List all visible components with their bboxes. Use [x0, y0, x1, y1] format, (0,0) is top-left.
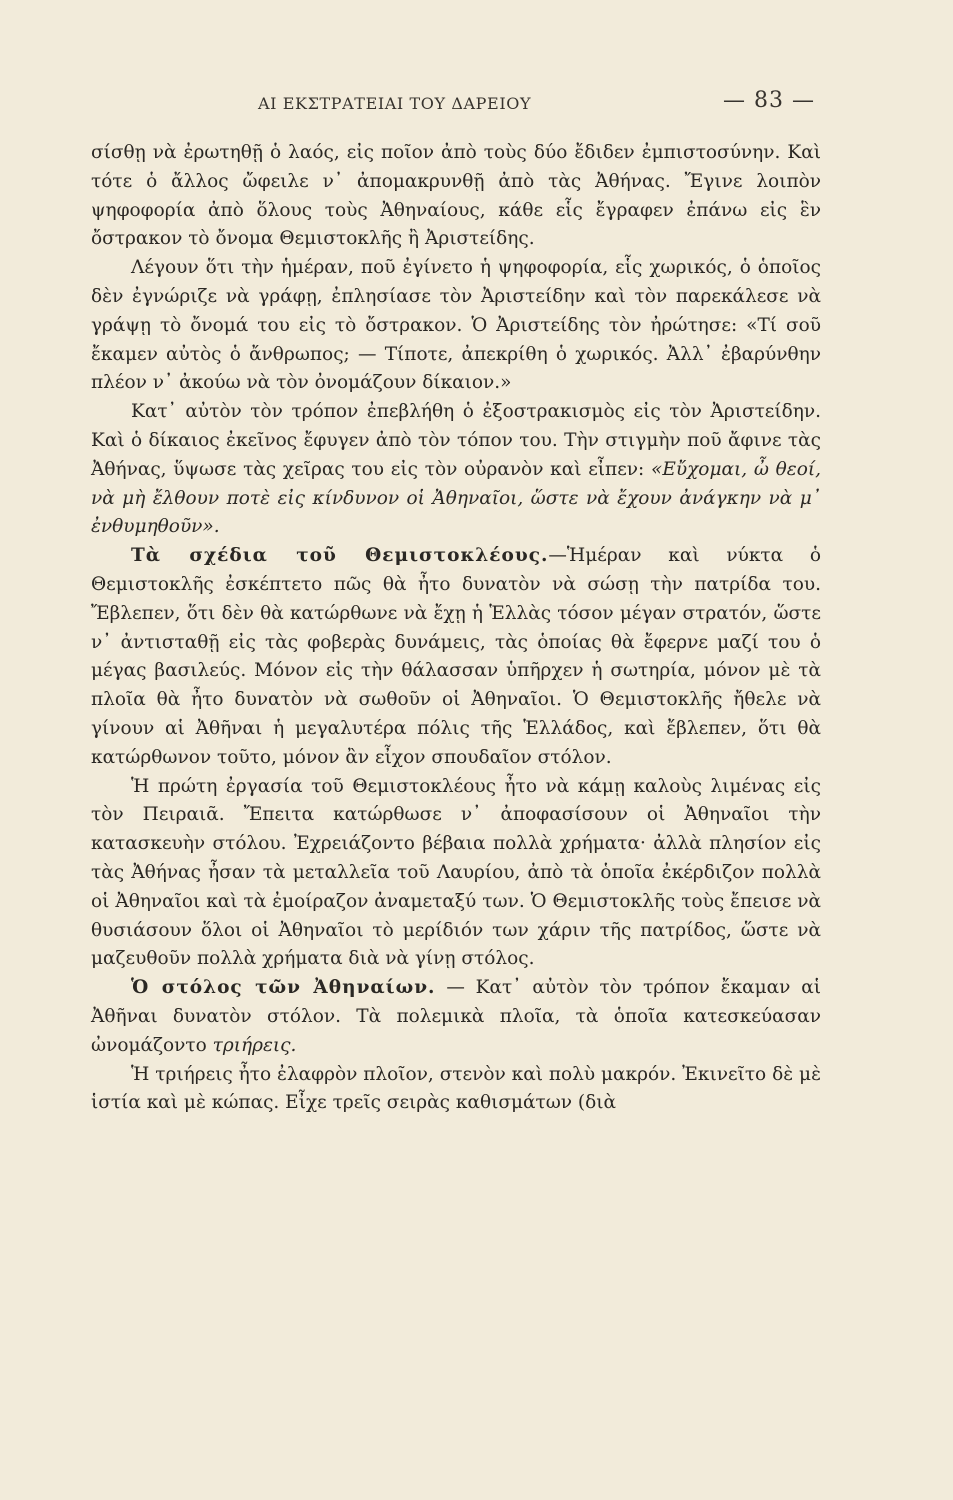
paragraph-4-text: —Ἡμέραν καὶ νύκτα ὁ Θεμιστοκλῆς ἐσκέπτετο πῶς θὰ ἦτο δυνατὸν νὰ σώσῃ τὴν πατρίδα του. Ἔβλεπεν, ὅτι δὲν θὰ κατώρθωνε νὰ ἔχῃ ἡ Ἑλλὰς τόσον μέγαν στρατόν, ὥστε ν᾽ ἀντισταθῇ εἰς τὰς φοβερὰς δυνάμεις, τὰς ὁποίας θὰ ἔφερνε μαζί του ὁ μέγας βασιλεύς. Μόνον εἰς τὴν θάλασσαν ὑπῆρχεν ἡ σωτηρία, μόνον μὲ τὰ πλοῖα θὰ ἦτο δυνατὸν νὰ σωθοῦν οἱ Ἀθηναῖοι. Ὁ Θεμιστοκλῆς ἤθελε νὰ γίνουν αἱ Ἀθῆναι ἡ μεγαλυτέρα πόλις τῆς Ἑλλάδος, καὶ ἔβλεπεν, ὅτι θὰ κατώρθωνον τοῦτο, μόνον ἂν εἶχον σπουδαῖον στόλον. — [91, 545, 822, 768]
running-title: ΑΙ ΕΚΣΤΡΑΤΕΙΑΙ ΤΟΥ ΔΑΡΕΙΟΥ — [258, 94, 532, 113]
body-text — [91, 139, 821, 1118]
paragraph-1: σίσθῃ νὰ ἐρωτηθῇ ὁ λαός, εἰς ποῖον ἀπὸ τοὺς δύο ἔδιδεν ἐμπιστοσύνην. Καὶ τότε ὁ ἄλλος ὤφειλε ν᾽ ἀπομακρυνθῇ ἀπὸ τὰς Ἀθήνας. Ἔγινε λοιπὸν ψηφοφορία ἀπὸ ὅλους τοὺς Ἀθηναίους, κάθε εἷς ἔγραφεν ἐπάνω εἰς ἓν ὄστρακον τὸ ὄνομα Θεμιστοκλῆς ἢ Ἀριστείδης. — [91, 142, 821, 250]
paragraph-3-text: Κατ᾽ αὐτὸν τὸν τρόπον ἐπεβλήθη ὁ ἐξοστρακισμὸς εἰς τὸν Ἀριστείδην. Καὶ ὁ δίκαιος ἐκεῖνος ἔφυγεν ἀπὸ τὸν τόπον του. Τὴν στιγμὴν ποῦ ἄφινε τὰς Ἀθήνας, ὕψωσε τὰς χεῖρας του εἰς τὸν οὐρανὸν καὶ εἶπεν: — [91, 401, 821, 480]
paragraph-6-text: — Κατ᾽ αὐτὸν τὸν τρόπον ἔκαμαν αἱ Ἀθῆναι δυνατὸν στόλον. Τὰ πολεμικὰ πλοῖα, τὰ ὁποῖα κατεσκεύασαν ὠνομάζοντο — [91, 977, 821, 1056]
paragraph-5: Ἡ πρώτη ἐργασία τοῦ Θεμιστοκλέους ἦτο νὰ κάμῃ καλοὺς λιμένας εἰς τὸν Πειραιᾶ. Ἔπειτα κατώρθωσε ν᾽ ἀποφασίσουν οἱ Ἀθηναῖοι τὴν κατασκευὴν στόλου. Ἐχρειάζοντο βέβαια πολλὰ χρήματα· ἀλλὰ πλησίον εἰς τὰς Ἀθήνας ἦσαν τὰ μεταλλεῖα τοῦ Λαυρίου, ἀπὸ τὰ ὁποῖα ἐκέρδιζον πολλὰ οἱ Ἀθηναῖοι καὶ τὰ ἐμοίραζον ἀναμεταξύ των. Ὁ Θεμιστοκλῆς τοὺς ἔπεισε νὰ θυσιάσουν ὅλοι οἱ Ἀθηναῖοι τὸ μερίδιόν των χάριν τῆς πατρίδος, ὥστε νὰ μαζευθοῦν πολλὰ χρήματα διὰ νὰ γίνῃ στόλος. — [91, 775, 821, 970]
section-heading-athenian-fleet: Ὁ στόλος τῶν Ἀθηναίων. — [131, 977, 436, 999]
paragraph-3 — [91, 398, 821, 542]
paragraph-4 — [91, 542, 821, 772]
paragraph-7: Ἡ τριήρεις ἦτο ἐλαφρὸν πλοῖον, στενὸν καὶ πολὺ μακρόν. Ἐκινεῖτο δὲ μὲ ἱστία καὶ μὲ κώπας. Εἶχε τρεῖς σειρὰς καθισμάτων (διὰ — [91, 1063, 821, 1114]
term-triremes: τριήρεις. — [212, 1034, 297, 1056]
aristides-prayer-quote: «Εὔχομαι, ὦ θεοί, νὰ μὴ ἔλθουν ποτὲ εἰς κίνδυνον οἱ Ἀθηναῖοι, ὥστε νὰ ἔχουν ἀνάγκην νὰ μ᾽ ἐνθυμηθοῦν». — [91, 458, 821, 538]
page-header — [258, 88, 815, 124]
paragraph-6 — [91, 974, 821, 1060]
page-number: — 83 — — [723, 88, 815, 113]
section-heading-themistocles-plans: Τὰ σχέδια τοῦ Θεμιστοκλέους. — [131, 545, 549, 567]
paragraph-2: Λέγουν ὅτι τὴν ἡμέραν, ποῦ ἐγίνετο ἡ ψηφοφορία, εἷς χωρικός, ὁ ὁποῖος δὲν ἐγνώριζε νὰ γράφῃ, ἐπλησίασε τὸν Ἀριστείδην καὶ τὸν παρεκάλεσε νὰ γράψῃ τὸ ὄνομά του εἰς τὸ ὄστρακον. Ὁ Ἀριστείδης τὸν ἠρώτησε: «Τί σοῦ ἔκαμεν αὐτὸς ὁ ἄνθρωπος; — Τίποτε, ἀπεκρίθη ὁ χωρικός. Ἀλλ᾽ ἐβαρύνθην πλέον ν᾽ ἀκούω νὰ τὸν ὀνομάζουν δίκαιον.» — [91, 257, 821, 394]
